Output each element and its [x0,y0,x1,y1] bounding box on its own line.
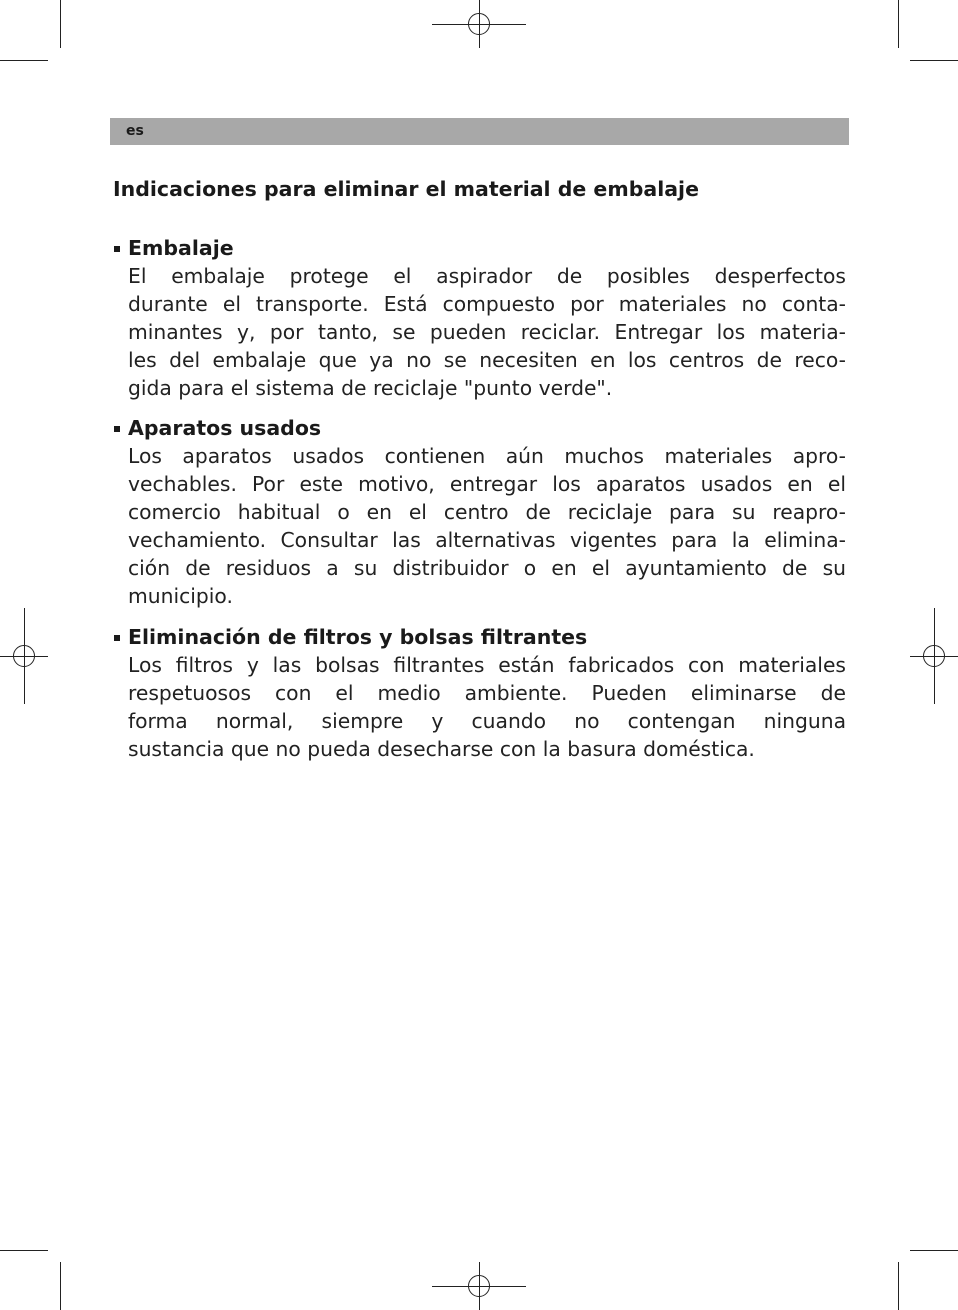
section-heading [113,234,846,262]
section-heading [113,414,846,442]
body-line: respetuosos con el medio ambiente. Pueden eliminarse de [128,681,846,705]
body-line: vechables. Por este motivo, entregar los aparatos usados en el [128,472,846,496]
body-line: vechamiento. Consultar las alternativas vigentes para la elimina- [128,528,846,552]
page-title: Indicaciones para eliminar el material de embalaje [113,177,699,201]
section-eliminacion-filtros [113,623,846,763]
body-line: Los filtros y las bolsas filtrantes están fabricados con materiales [128,653,846,677]
body-line: sustancia que no pueda desecharse con la basura doméstica. [128,737,755,761]
section-heading-text: Embalaje [128,236,234,260]
crop-mark-bottom-left-v [60,1262,61,1310]
body-line: Los aparatos usados contienen aún muchos materiales apro- [128,444,846,468]
bullet-square-icon [114,426,120,432]
crop-mark-top-right-v [898,0,899,48]
section-body [113,442,846,610]
body-line: durante el transporte. Está compuesto por materiales no conta- [128,292,846,316]
body-line: municipio. [128,584,233,608]
bullet-square-icon [114,635,120,641]
crop-mark-top-left-v [60,0,61,48]
body-line: ción de residuos a su distribuidor o en el ayuntamiento de su [128,556,846,580]
registration-mark-left-circle [13,645,35,667]
section-embalaje [113,234,846,402]
section-aparatos-usados [113,414,846,610]
body-line: comercio habitual o en el centro de reciclaje para su reapro- [128,500,846,524]
section-heading [113,623,846,651]
crop-mark-top-right-h [910,60,958,61]
body-line: El embalaje protege el aspirador de posibles desperfectos [128,264,846,288]
registration-mark-right-circle [923,645,945,667]
crop-mark-bottom-right-v [898,1262,899,1310]
crop-mark-top-left-h [0,60,48,61]
body-line: gida para el sistema de reciclaje "punto verde". [128,376,613,400]
section-body [113,651,846,763]
section-heading-text: Eliminación de filtros y bolsas filtrantes [128,625,588,649]
body-line: les del embalaje que ya no se necesiten en los centros de reco- [128,348,846,372]
registration-mark-bottom-circle [468,1275,490,1297]
bullet-square-icon [114,246,120,252]
body-line: forma normal, siempre y cuando no contengan ninguna [128,709,846,733]
language-header-bar [110,118,849,145]
registration-mark-top-circle [468,13,490,35]
crop-mark-bottom-right-h [910,1250,958,1251]
section-body [113,262,846,402]
crop-mark-bottom-left-h [0,1250,48,1251]
language-code: es [126,123,144,139]
body-line: minantes y, por tanto, se pueden reciclar. Entregar los materia- [128,320,846,344]
section-heading-text: Aparatos usados [128,416,322,440]
